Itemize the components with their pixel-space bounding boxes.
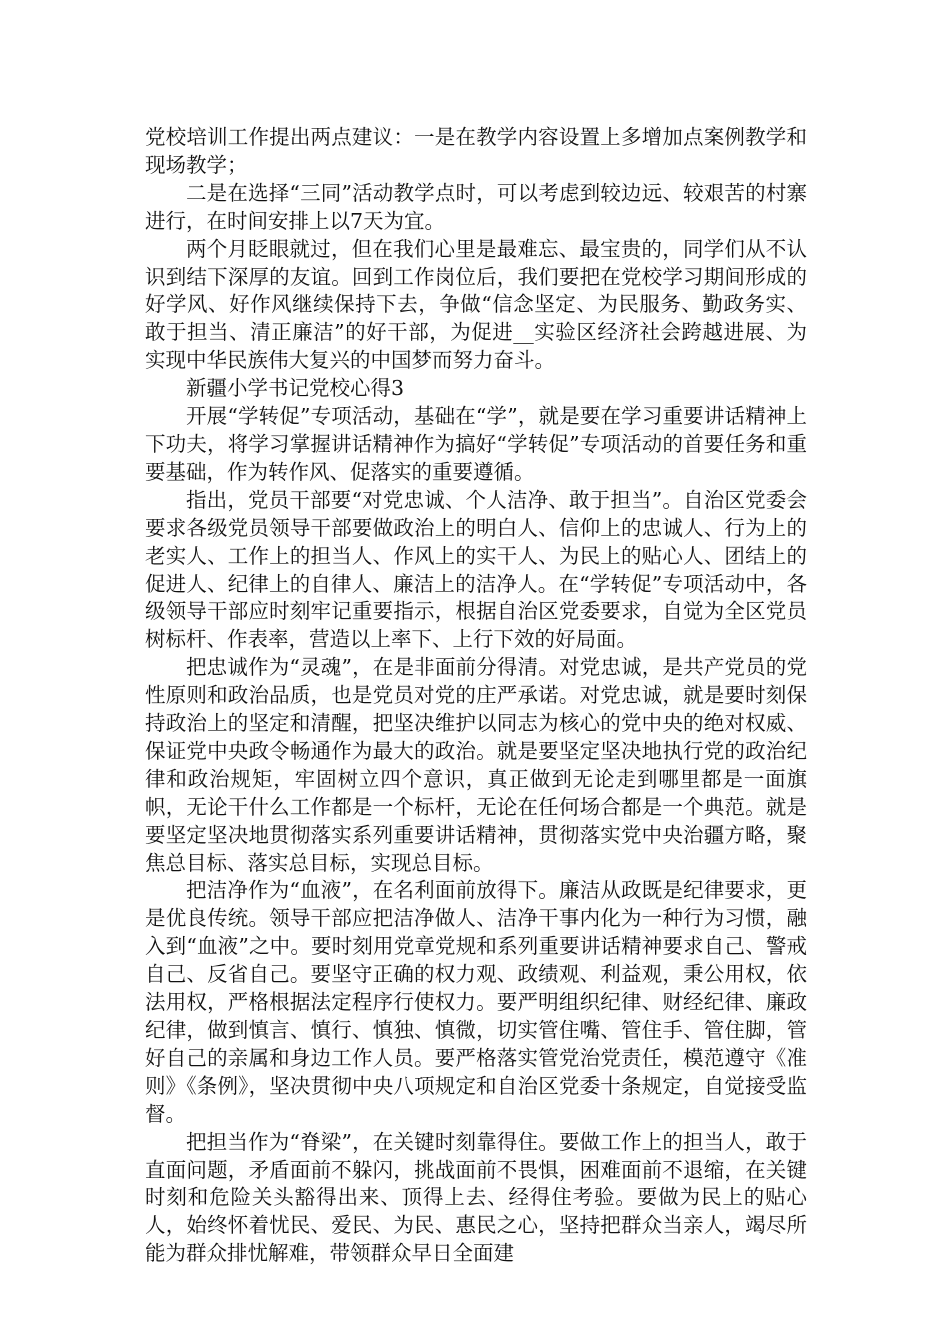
paragraph: 二是在选择“三同”活动教学点时，可以考虑到较边远、较艰苦的村寨进行，在时间安排上以7天为宜。 (145, 180, 807, 233)
paragraph: 把担当作为“脊梁”，在关键时刻靠得住。要做工作上的担当人，敢于直面问题，矛盾面前不躲闪，挑战面前不畏惧，困难面前不退缩，在关键时刻和危险关头豁得出来、顶得上去、经得住考验。要做为民上的贴心人，始终怀着忧民、爱民、为民、惠民之心，坚持把群众当亲人，竭尽所能为群众排忧解难，带领群众早日全面建 (145, 1129, 807, 1266)
paragraph: 党校培训工作提出两点建议：一是在教学内容设置上多增加点案例教学和现场教学； (145, 125, 807, 177)
paragraph: 开展“学转促”专项活动，基础在“学”，就是要在学习重要讲话精神上下功夫，将学习掌握讲话精神作为搞好“学转促”专项活动的首要任务和重要基础，作为转作风、促落实的重要遵循。 (145, 404, 807, 484)
paragraph: 把忠诚作为“灵魂”，在是非面前分得清。对党忠诚，是共产党员的党性原则和政治品质，也是党员对党的庄严承诺。对党忠诚，就是要时刻保持政治上的坚定和清醒，把坚决维护以同志为核心的党中央的绝对权威、保证党中央政令畅通作为最大的政治。就是要坚定坚决地执行党的政治纪律和政治规矩，牢固树立四个意识，真正做到无论走到哪里都是一面旗帜，无论干什么工作都是一个标杆，无论在任何场合都是一个典范。就是要坚定坚决地贯彻落实系列重要讲话精神，贯彻落实党中央治疆方略，聚焦总目标、落实总目标，实现总目标。 (145, 655, 807, 875)
section-heading: 新疆小学书记党校心得3 (186, 376, 405, 401)
paragraph: 两个月眨眼就过，但在我们心里是最难忘、最宝贵的，同学们从不认识到结下深厚的友谊。回到工作岗位后，我们要把在党校学习期间形成的好学风、好作风继续保持下去，争做“信念坚定、为民服务、勤政务实、敢于担当、清正廉洁”的好干部，为促进__实验区经济社会跨越进展、为实现中华民族伟大复兴的中国梦而努力奋斗。 (145, 236, 807, 373)
paragraph: 把洁净作为“血液”，在名利面前放得下。廉洁从政既是纪律要求，更是优良传统。领导干部应把洁净做人、洁净干事内化为一种行为习惯，融入到“血液”之中。要时刻用党章党规和系列重要讲话精神要求自己、警戒自己、反省自己。要坚守正确的权力观、政绩观、利益观，秉公用权，依法用权，严格根据法定程序行使权力。要严明组织纪律、财经纪律、廉政纪律，做到慎言、慎行、慎独、慎微，切实管住嘴、管住手、管住脚，管好自己的亲属和身边工作人员。要严格落实管党治党责任，模范遵守《准则》《条例》，坚决贯彻中央八项规定和自治区党委十条规定，自觉接受监督。 (145, 878, 807, 1126)
paragraph: 指出，党员干部要“对党忠诚、个人洁净、敢于担当”。自治区党委会要求各级党员领导干部要做政治上的明白人、信仰上的忠诚人、行为上的老实人、工作上的担当人、作风上的实干人、为民上的贴心人、团结上的促进人、纪律上的自律人、廉洁上的洁净人。在“学转促”专项活动中，各级领导干部应时刻牢记重要指示，根据自治区党委要求，自觉为全区党员树标杆、作表率，营造以上率下、上行下效的好局面。 (145, 487, 807, 652)
document-body (145, 124, 807, 1268)
